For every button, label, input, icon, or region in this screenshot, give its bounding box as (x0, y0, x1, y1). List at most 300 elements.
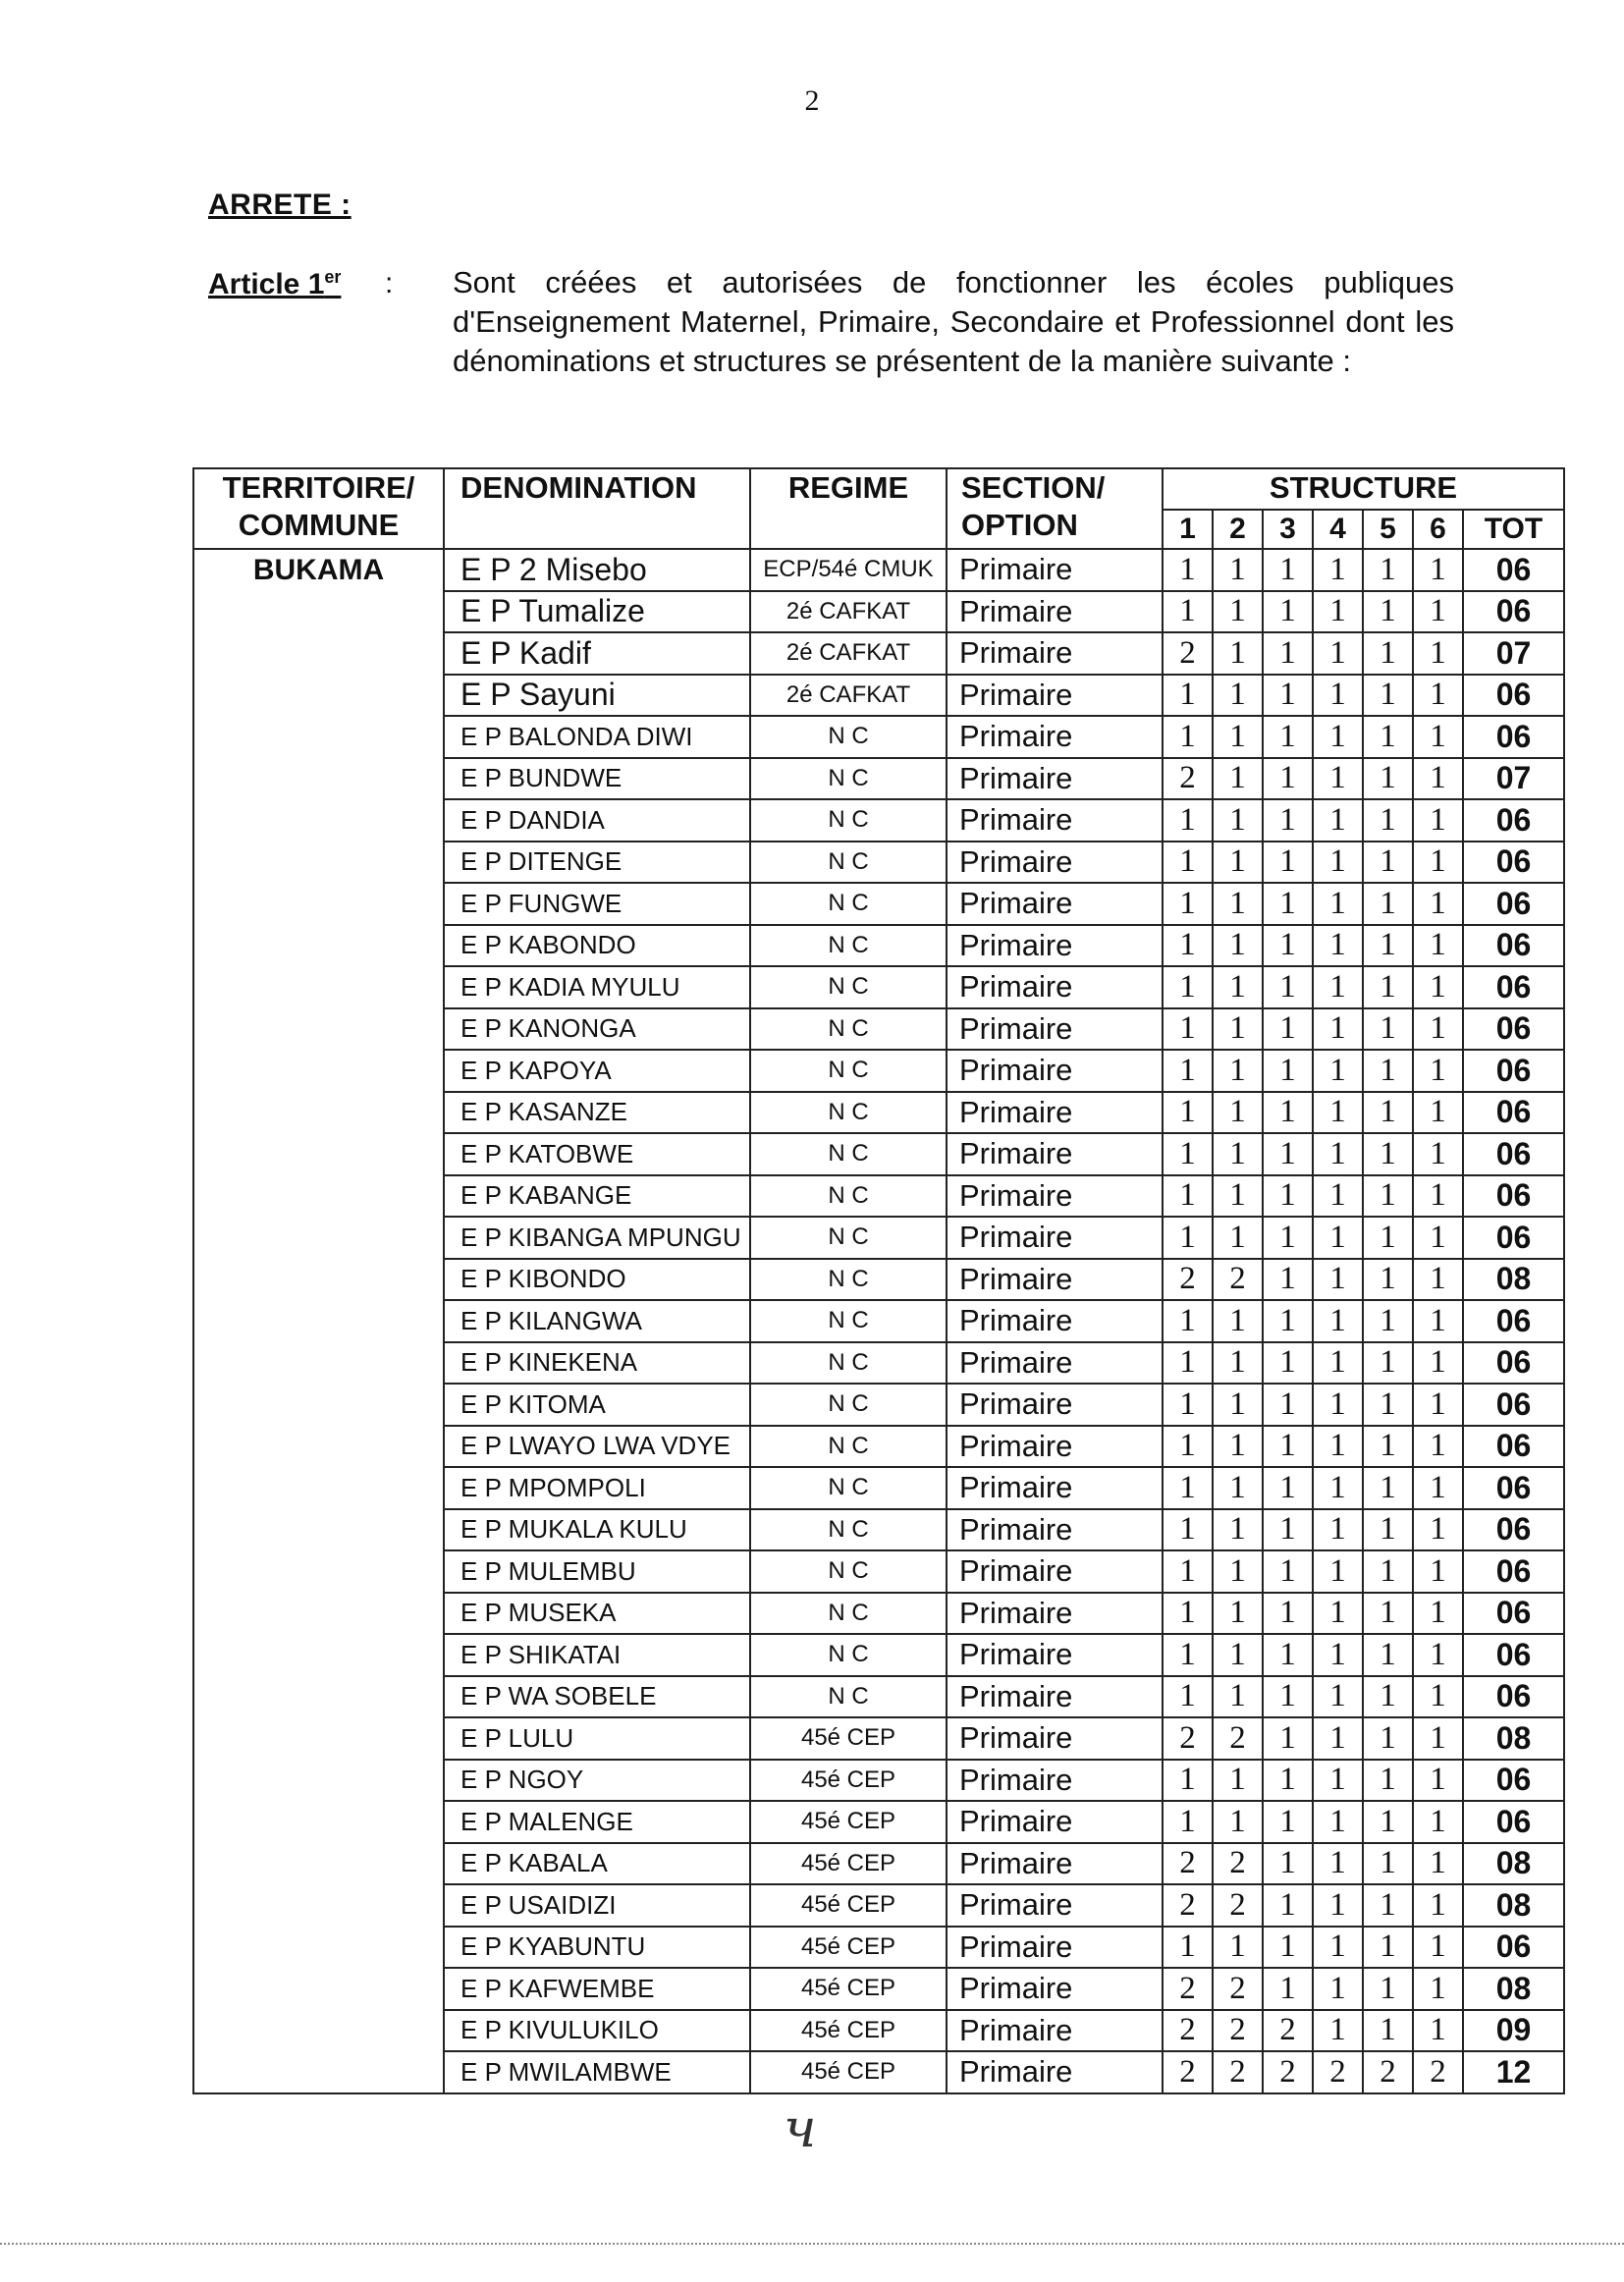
total-cell: 06 (1463, 549, 1564, 591)
header-col-1: 1 (1163, 510, 1213, 549)
structure-cell-6: 1 (1413, 675, 1463, 717)
section-cell: Primaire (947, 1300, 1163, 1342)
structure-cell-2: 1 (1213, 632, 1263, 675)
structure-cell-4: 1 (1313, 1300, 1363, 1342)
section-cell: Primaire (947, 2010, 1163, 2052)
structure-cell-1: 1 (1163, 591, 1213, 633)
regime-cell: N C (750, 1008, 947, 1051)
section-cell: Primaire (947, 2051, 1163, 2093)
structure-cell-3: 1 (1263, 1717, 1313, 1760)
structure-cell-4: 2 (1313, 2051, 1363, 2093)
header-col-5: 5 (1363, 510, 1413, 549)
structure-cell-1: 2 (1163, 1717, 1213, 1760)
structure-cell-4: 1 (1313, 2010, 1363, 2052)
structure-cell-2: 2 (1213, 1884, 1263, 1927)
structure-cell-4: 1 (1313, 1968, 1363, 2010)
denomination-cell: E P KABANGE (444, 1175, 750, 1218)
regime-cell: N C (750, 1092, 947, 1134)
header-territoire (193, 468, 444, 549)
section-cell: Primaire (947, 758, 1163, 800)
regime-cell: N C (750, 1550, 947, 1593)
structure-cell-3: 1 (1263, 1593, 1313, 1635)
regime-cell: 45é CEP (750, 2051, 947, 2093)
structure-cell-2: 1 (1213, 799, 1263, 842)
structure-cell-5: 1 (1363, 1133, 1413, 1175)
structure-cell-6: 1 (1413, 1426, 1463, 1468)
total-cell: 08 (1463, 1259, 1564, 1301)
structure-cell-3: 1 (1263, 1300, 1313, 1342)
section-cell: Primaire (947, 1175, 1163, 1218)
structure-cell-4: 1 (1313, 1884, 1363, 1927)
structure-cell-5: 1 (1363, 1467, 1413, 1509)
regime-cell: N C (750, 1384, 947, 1426)
total-cell: 06 (1463, 675, 1564, 717)
structure-cell-4: 1 (1313, 1550, 1363, 1593)
structure-cell-6: 1 (1413, 716, 1463, 758)
regime-cell: 2é CAFKAT (750, 675, 947, 717)
structure-cell-1: 2 (1163, 2010, 1213, 2052)
denomination-cell: E P KITOMA (444, 1384, 750, 1426)
regime-cell: 2é CAFKAT (750, 591, 947, 633)
structure-cell-4: 1 (1313, 1384, 1363, 1426)
total-cell: 06 (1463, 1342, 1564, 1385)
section-cell: Primaire (947, 842, 1163, 884)
regime-cell: 45é CEP (750, 1717, 947, 1760)
total-cell: 07 (1463, 758, 1564, 800)
structure-cell-3: 1 (1263, 1008, 1313, 1051)
denomination-cell: E P KANONGA (444, 1008, 750, 1051)
structure-cell-4: 1 (1313, 1050, 1363, 1092)
section-cell: Primaire (947, 549, 1163, 591)
header-section-line2: OPTION (961, 508, 1078, 542)
structure-cell-2: 1 (1213, 1593, 1263, 1635)
structure-cell-6: 1 (1413, 925, 1463, 967)
structure-cell-3: 1 (1263, 883, 1313, 925)
structure-cell-1: 1 (1163, 1760, 1213, 1802)
structure-cell-1: 1 (1163, 716, 1213, 758)
structure-cell-6: 2 (1413, 2051, 1463, 2093)
structure-cell-3: 1 (1263, 716, 1313, 758)
structure-cell-2: 1 (1213, 883, 1263, 925)
page-bottom-dotted-line (0, 2243, 1624, 2245)
structure-cell-5: 2 (1363, 2051, 1413, 2093)
structure-cell-5: 1 (1363, 1384, 1413, 1426)
section-cell: Primaire (947, 1717, 1163, 1760)
structure-cell-5: 1 (1363, 549, 1413, 591)
structure-cell-6: 1 (1413, 758, 1463, 800)
structure-cell-2: 2 (1213, 2010, 1263, 2052)
structure-cell-1: 1 (1163, 1634, 1213, 1676)
article-label-sup: er (324, 267, 342, 287)
structure-cell-2: 1 (1213, 842, 1263, 884)
structure-cell-1: 1 (1163, 1509, 1213, 1551)
structure-cell-3: 1 (1263, 591, 1313, 633)
structure-cell-1: 1 (1163, 1593, 1213, 1635)
section-cell: Primaire (947, 1884, 1163, 1927)
structure-cell-2: 1 (1213, 1217, 1263, 1259)
structure-cell-5: 1 (1363, 883, 1413, 925)
structure-cell-6: 1 (1413, 966, 1463, 1008)
total-cell: 06 (1463, 1927, 1564, 1969)
structure-cell-5: 1 (1363, 1717, 1413, 1760)
regime-cell: 45é CEP (750, 1801, 947, 1843)
total-cell: 06 (1463, 1384, 1564, 1426)
regime-cell: N C (750, 1426, 947, 1468)
structure-cell-6: 1 (1413, 1092, 1463, 1134)
total-cell: 06 (1463, 1008, 1564, 1051)
structure-cell-6: 1 (1413, 1760, 1463, 1802)
structure-cell-6: 1 (1413, 1884, 1463, 1927)
structure-cell-2: 1 (1213, 591, 1263, 633)
structure-cell-4: 1 (1313, 1927, 1363, 1969)
structure-cell-2: 1 (1213, 1927, 1263, 1969)
structure-cell-6: 1 (1413, 1467, 1463, 1509)
structure-cell-4: 1 (1313, 1801, 1363, 1843)
structure-cell-1: 2 (1163, 632, 1213, 675)
structure-cell-5: 1 (1363, 1050, 1413, 1092)
schools-table-wrapper (192, 467, 1565, 2094)
structure-cell-1: 1 (1163, 1550, 1213, 1593)
structure-cell-5: 1 (1363, 1843, 1413, 1885)
regime-cell: N C (750, 883, 947, 925)
regime-cell: N C (750, 1593, 947, 1635)
structure-cell-3: 1 (1263, 842, 1313, 884)
section-cell: Primaire (947, 1593, 1163, 1635)
structure-cell-3: 1 (1263, 1217, 1313, 1259)
article-text: Sont créées et autorisées de fonctionner les écoles publiques d'Enseignement Maternel, Primaire, Secondaire et Professionnel dont les dénominations et structures se présentent de la manière suivante : (453, 265, 1454, 378)
denomination-cell: E P KATOBWE (444, 1133, 750, 1175)
denomination-cell: E P WA SOBELE (444, 1676, 750, 1718)
structure-cell-1: 1 (1163, 1008, 1213, 1051)
header-col-6: 6 (1413, 510, 1463, 549)
structure-cell-4: 1 (1313, 716, 1363, 758)
structure-cell-3: 1 (1263, 1342, 1313, 1385)
structure-cell-2: 1 (1213, 758, 1263, 800)
structure-cell-4: 1 (1313, 1843, 1363, 1885)
structure-cell-1: 1 (1163, 675, 1213, 717)
header-regime: REGIME (750, 468, 947, 549)
structure-cell-4: 1 (1313, 1593, 1363, 1635)
structure-cell-5: 1 (1363, 1426, 1413, 1468)
section-cell: Primaire (947, 1550, 1163, 1593)
denomination-cell: E P KADIA MYULU (444, 966, 750, 1008)
section-cell: Primaire (947, 1467, 1163, 1509)
section-cell: Primaire (947, 1509, 1163, 1551)
structure-cell-4: 1 (1313, 1133, 1363, 1175)
denomination-cell: E P KIVULUKILO (444, 2010, 750, 2052)
total-cell: 06 (1463, 925, 1564, 967)
structure-cell-6: 1 (1413, 549, 1463, 591)
header-col-2: 2 (1213, 510, 1263, 549)
section-cell: Primaire (947, 799, 1163, 842)
regime-cell: N C (750, 799, 947, 842)
structure-cell-5: 1 (1363, 1760, 1413, 1802)
structure-cell-4: 1 (1313, 883, 1363, 925)
structure-cell-4: 1 (1313, 1217, 1363, 1259)
structure-cell-6: 1 (1413, 1717, 1463, 1760)
structure-cell-5: 1 (1363, 1801, 1413, 1843)
structure-cell-1: 2 (1163, 2051, 1213, 2093)
structure-cell-2: 1 (1213, 1467, 1263, 1509)
regime-cell: N C (750, 1509, 947, 1551)
section-cell: Primaire (947, 1008, 1163, 1051)
total-cell: 06 (1463, 842, 1564, 884)
regime-cell: 45é CEP (750, 2010, 947, 2052)
schools-table (192, 467, 1565, 2094)
total-cell: 06 (1463, 1133, 1564, 1175)
structure-cell-1: 1 (1163, 1300, 1213, 1342)
structure-cell-5: 1 (1363, 966, 1413, 1008)
section-cell: Primaire (947, 1968, 1163, 2010)
denomination-cell: E P KABONDO (444, 925, 750, 967)
regime-cell: N C (750, 758, 947, 800)
structure-cell-6: 1 (1413, 1217, 1463, 1259)
total-cell: 08 (1463, 1717, 1564, 1760)
structure-cell-3: 1 (1263, 1175, 1313, 1218)
structure-cell-1: 1 (1163, 925, 1213, 967)
structure-cell-2: 2 (1213, 1717, 1263, 1760)
section-cell: Primaire (947, 632, 1163, 675)
total-cell: 08 (1463, 1843, 1564, 1885)
structure-cell-2: 1 (1213, 1676, 1263, 1718)
section-cell: Primaire (947, 1843, 1163, 1885)
structure-cell-3: 1 (1263, 1092, 1313, 1134)
structure-cell-6: 1 (1413, 1259, 1463, 1301)
structure-cell-6: 1 (1413, 1968, 1463, 2010)
header-structure: STRUCTURE (1163, 468, 1564, 510)
total-cell: 06 (1463, 1550, 1564, 1593)
structure-cell-2: 1 (1213, 925, 1263, 967)
structure-cell-5: 1 (1363, 799, 1413, 842)
structure-cell-6: 1 (1413, 1008, 1463, 1051)
denomination-cell: E P FUNGWE (444, 883, 750, 925)
structure-cell-3: 1 (1263, 1843, 1313, 1885)
structure-cell-3: 1 (1263, 1259, 1313, 1301)
structure-cell-5: 1 (1363, 1300, 1413, 1342)
regime-cell: 2é CAFKAT (750, 632, 947, 675)
denomination-cell: E P Kadif (444, 632, 750, 675)
total-cell: 06 (1463, 591, 1564, 633)
regime-cell: 45é CEP (750, 1760, 947, 1802)
structure-cell-5: 1 (1363, 758, 1413, 800)
structure-cell-1: 1 (1163, 549, 1213, 591)
section-cell: Primaire (947, 966, 1163, 1008)
schools-table-body (193, 549, 1564, 2093)
structure-cell-3: 1 (1263, 966, 1313, 1008)
structure-cell-4: 1 (1313, 1426, 1363, 1468)
structure-cell-5: 1 (1363, 1550, 1413, 1593)
total-cell: 06 (1463, 1760, 1564, 1802)
structure-cell-5: 1 (1363, 1927, 1413, 1969)
structure-cell-6: 1 (1413, 883, 1463, 925)
structure-cell-4: 1 (1313, 966, 1363, 1008)
structure-cell-2: 2 (1213, 1843, 1263, 1885)
structure-cell-2: 1 (1213, 1384, 1263, 1426)
section-cell: Primaire (947, 1927, 1163, 1969)
structure-cell-5: 1 (1363, 1175, 1413, 1218)
structure-cell-2: 1 (1213, 549, 1263, 591)
total-cell: 06 (1463, 1300, 1564, 1342)
denomination-cell: E P KAFWEMBE (444, 1968, 750, 2010)
structure-cell-4: 1 (1313, 1760, 1363, 1802)
structure-cell-3: 1 (1263, 1426, 1313, 1468)
structure-cell-6: 1 (1413, 591, 1463, 633)
denomination-cell: E P KIBANGA MPUNGU (444, 1217, 750, 1259)
structure-cell-1: 1 (1163, 1092, 1213, 1134)
structure-cell-5: 1 (1363, 1676, 1413, 1718)
regime-cell: N C (750, 1467, 947, 1509)
structure-cell-4: 1 (1313, 1092, 1363, 1134)
denomination-cell: E P DANDIA (444, 799, 750, 842)
total-cell: 06 (1463, 1509, 1564, 1551)
structure-cell-1: 1 (1163, 1927, 1213, 1969)
structure-cell-1: 1 (1163, 1050, 1213, 1092)
structure-cell-1: 1 (1163, 1384, 1213, 1426)
structure-cell-3: 1 (1263, 1801, 1313, 1843)
structure-cell-1: 1 (1163, 1175, 1213, 1218)
handwritten-initials: ч (784, 2097, 817, 2159)
header-denomination: DENOMINATION (444, 468, 750, 549)
article-label-text: Article 1 (208, 268, 325, 300)
regime-cell: 45é CEP (750, 1884, 947, 1927)
total-cell: 06 (1463, 1426, 1564, 1468)
structure-cell-2: 2 (1213, 1259, 1263, 1301)
denomination-cell: E P NGOY (444, 1760, 750, 1802)
structure-cell-5: 1 (1363, 632, 1413, 675)
structure-cell-1: 2 (1163, 1884, 1213, 1927)
structure-cell-3: 1 (1263, 1550, 1313, 1593)
structure-cell-4: 1 (1313, 1175, 1363, 1218)
total-cell: 08 (1463, 1884, 1564, 1927)
structure-cell-3: 1 (1263, 1634, 1313, 1676)
structure-cell-2: 1 (1213, 1175, 1263, 1218)
regime-cell: N C (750, 1133, 947, 1175)
structure-cell-2: 1 (1213, 716, 1263, 758)
decree-heading: ARRETE : (208, 189, 352, 221)
structure-cell-3: 1 (1263, 1467, 1313, 1509)
section-cell: Primaire (947, 925, 1163, 967)
regime-cell: N C (750, 1300, 947, 1342)
structure-cell-1: 1 (1163, 1217, 1213, 1259)
header-col-4: 4 (1313, 510, 1363, 549)
structure-cell-5: 1 (1363, 1217, 1413, 1259)
structure-cell-4: 1 (1313, 675, 1363, 717)
table-row (193, 549, 1564, 591)
structure-cell-6: 1 (1413, 1133, 1463, 1175)
structure-cell-4: 1 (1313, 1676, 1363, 1718)
structure-cell-3: 1 (1263, 1509, 1313, 1551)
structure-cell-6: 1 (1413, 842, 1463, 884)
structure-cell-4: 1 (1313, 1008, 1363, 1051)
structure-cell-4: 1 (1313, 632, 1363, 675)
structure-cell-3: 1 (1263, 1133, 1313, 1175)
denomination-cell: E P BUNDWE (444, 758, 750, 800)
structure-cell-5: 1 (1363, 675, 1413, 717)
structure-cell-5: 1 (1363, 1092, 1413, 1134)
total-cell: 06 (1463, 1676, 1564, 1718)
structure-cell-6: 1 (1413, 1384, 1463, 1426)
territoire-cell: BUKAMA (193, 549, 444, 2093)
structure-cell-5: 1 (1363, 1342, 1413, 1385)
denomination-cell: E P KINEKENA (444, 1342, 750, 1385)
structure-cell-2: 2 (1213, 1968, 1263, 2010)
structure-cell-4: 1 (1313, 1509, 1363, 1551)
header-section-line1: SECTION/ (961, 470, 1106, 505)
structure-cell-6: 1 (1413, 1175, 1463, 1218)
structure-cell-1: 1 (1163, 1676, 1213, 1718)
denomination-cell: E P Sayuni (444, 675, 750, 717)
section-cell: Primaire (947, 1634, 1163, 1676)
total-cell: 06 (1463, 966, 1564, 1008)
structure-cell-1: 1 (1163, 1801, 1213, 1843)
structure-cell-6: 1 (1413, 1593, 1463, 1635)
structure-cell-3: 1 (1263, 1760, 1313, 1802)
total-cell: 06 (1463, 1217, 1564, 1259)
structure-cell-4: 1 (1313, 925, 1363, 967)
regime-cell: N C (750, 1259, 947, 1301)
structure-cell-3: 1 (1263, 799, 1313, 842)
total-cell: 06 (1463, 883, 1564, 925)
regime-cell: N C (750, 1676, 947, 1718)
structure-cell-2: 1 (1213, 1509, 1263, 1551)
structure-cell-5: 1 (1363, 1884, 1413, 1927)
total-cell: 06 (1463, 1050, 1564, 1092)
header-territoire-line1: TERRITOIRE/ (222, 470, 415, 505)
structure-cell-3: 1 (1263, 1050, 1313, 1092)
structure-cell-2: 1 (1213, 1008, 1263, 1051)
section-cell: Primaire (947, 1760, 1163, 1802)
structure-cell-2: 1 (1213, 1550, 1263, 1593)
structure-cell-1: 1 (1163, 883, 1213, 925)
denomination-cell: E P MULEMBU (444, 1550, 750, 1593)
structure-cell-6: 1 (1413, 1509, 1463, 1551)
structure-cell-5: 1 (1363, 716, 1413, 758)
section-cell: Primaire (947, 716, 1163, 758)
structure-cell-2: 2 (1213, 2051, 1263, 2093)
structure-cell-3: 1 (1263, 549, 1313, 591)
structure-cell-6: 1 (1413, 799, 1463, 842)
section-cell: Primaire (947, 591, 1163, 633)
denomination-cell: E P KAPOYA (444, 1050, 750, 1092)
structure-cell-2: 1 (1213, 1300, 1263, 1342)
structure-cell-6: 1 (1413, 1634, 1463, 1676)
structure-cell-2: 1 (1213, 1092, 1263, 1134)
structure-cell-1: 1 (1163, 1133, 1213, 1175)
structure-cell-5: 1 (1363, 1259, 1413, 1301)
structure-cell-2: 1 (1213, 675, 1263, 717)
denomination-cell: E P MWILAMBWE (444, 2051, 750, 2093)
structure-cell-5: 1 (1363, 2010, 1413, 2052)
structure-cell-1: 1 (1163, 966, 1213, 1008)
regime-cell: 45é CEP (750, 1968, 947, 2010)
structure-cell-2: 1 (1213, 1133, 1263, 1175)
structure-cell-1: 2 (1163, 1968, 1213, 2010)
structure-cell-6: 1 (1413, 1550, 1463, 1593)
structure-cell-5: 1 (1363, 1008, 1413, 1051)
total-cell: 08 (1463, 1968, 1564, 2010)
denomination-cell: E P BALONDA DIWI (444, 716, 750, 758)
structure-cell-3: 1 (1263, 1884, 1313, 1927)
denomination-cell: E P MPOMPOLI (444, 1467, 750, 1509)
structure-cell-2: 1 (1213, 1760, 1263, 1802)
structure-cell-6: 1 (1413, 1801, 1463, 1843)
structure-cell-1: 1 (1163, 1342, 1213, 1385)
structure-cell-2: 1 (1213, 1050, 1263, 1092)
regime-cell: N C (750, 1342, 947, 1385)
section-cell: Primaire (947, 1050, 1163, 1092)
structure-cell-4: 1 (1313, 799, 1363, 842)
denomination-cell: E P LULU (444, 1717, 750, 1760)
